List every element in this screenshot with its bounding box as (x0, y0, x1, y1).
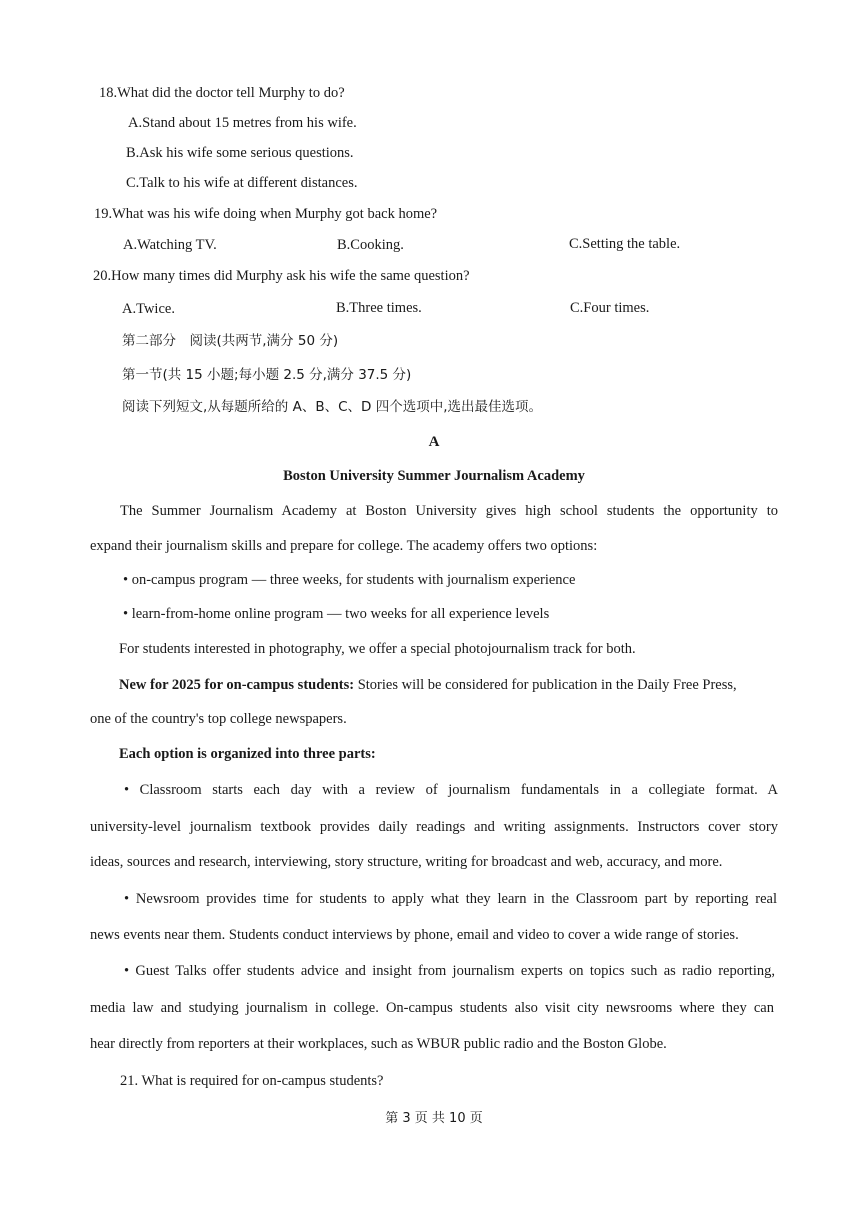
section-one-title: 第一节(共 15 小题;每小题 2.5 分,满分 37.5 分) (122, 367, 412, 383)
question-20-option-c: C.Four times. (570, 300, 650, 316)
question-21-stem: 21. What is required for on-campus students? (120, 1073, 384, 1089)
classroom-line-2: university-level journalism textbook provides daily readings and writing assignments. Instructors cover story (90, 819, 778, 835)
guest-talks-line-3: hear directly from reporters at their workplaces, such as WBUR public radio and the Boston Globe. (90, 1036, 667, 1052)
new-for-2025-label: New for 2025 for on-campus students: (119, 677, 355, 693)
question-19-option-a: A.Watching TV. (123, 237, 217, 253)
question-20-stem: 20.How many times did Murphy ask his wife the same question? (93, 268, 470, 284)
question-19-stem: 19.What was his wife doing when Murphy got back home? (94, 206, 438, 222)
question-20-option-a: A.Twice. (122, 301, 175, 317)
question-19-option-c: C.Setting the table. (569, 236, 681, 252)
question-18-option-a: A.Stand about 15 metres from his wife. (128, 115, 357, 131)
classroom-line-1: • Classroom starts each day with a review of journalism fundamentals in a collegiate format. A (124, 782, 778, 798)
parts-heading: Each option is organized into three parts: (119, 746, 376, 762)
photojournalism-note: For students interested in photography, we offer a special photojournalism track for both. (119, 641, 636, 657)
question-18-option-b: B.Ask his wife some serious questions. (126, 145, 354, 161)
question-20-option-b: B.Three times. (336, 300, 422, 316)
new-for-2025-line-2: one of the country's top college newspapers. (90, 711, 347, 727)
classroom-line-3: ideas, sources and research, interviewing, story structure, writing for broadcast and web, accuracy, and more. (90, 854, 723, 870)
option-online: • learn-from-home online program — two weeks for all experience levels (123, 606, 550, 622)
part-two-title: 第二部分 阅读(共两节,满分 50 分) (122, 333, 339, 349)
guest-talks-line-1: • Guest Talks offer students advice and insight from journalism experts on topics such as radio reporting, (124, 963, 775, 979)
passage-title: Boston University Summer Journalism Academy (283, 468, 585, 484)
reading-instruction: 阅读下列短文,从每题所给的 A、B、C、D 四个选项中,选出最佳选项。 (122, 399, 542, 415)
intro-line-1: The Summer Journalism Academy at Boston University gives high school students the opportunity to (120, 503, 778, 519)
page-footer: 第 3 页 共 10 页 (385, 1111, 483, 1126)
new-for-2025-line (119, 676, 779, 694)
newsroom-line-2: news events near them. Students conduct interviews by phone, email and video to cover a wide range of stories. (90, 927, 739, 943)
question-18-option-c: C.Talk to his wife at different distances. (126, 175, 358, 191)
question-19-option-b: B.Cooking. (337, 237, 404, 253)
passage-letter: A (428, 434, 440, 450)
question-18-stem: 18.What did the doctor tell Murphy to do? (99, 85, 345, 101)
option-on-campus: • on-campus program — three weeks, for students with journalism experience (123, 572, 576, 588)
newsroom-line-1: • Newsroom provides time for students to apply what they learn in the Classroom part by reporting real (124, 891, 777, 907)
new-for-2025-text: Stories will be considered for publication in the Daily Free Press, (354, 677, 737, 693)
intro-line-2: expand their journalism skills and prepare for college. The academy offers two options: (90, 538, 598, 554)
guest-talks-line-2: media law and studying journalism in college. On-campus students also visit city newsrooms where they can (90, 1000, 774, 1016)
